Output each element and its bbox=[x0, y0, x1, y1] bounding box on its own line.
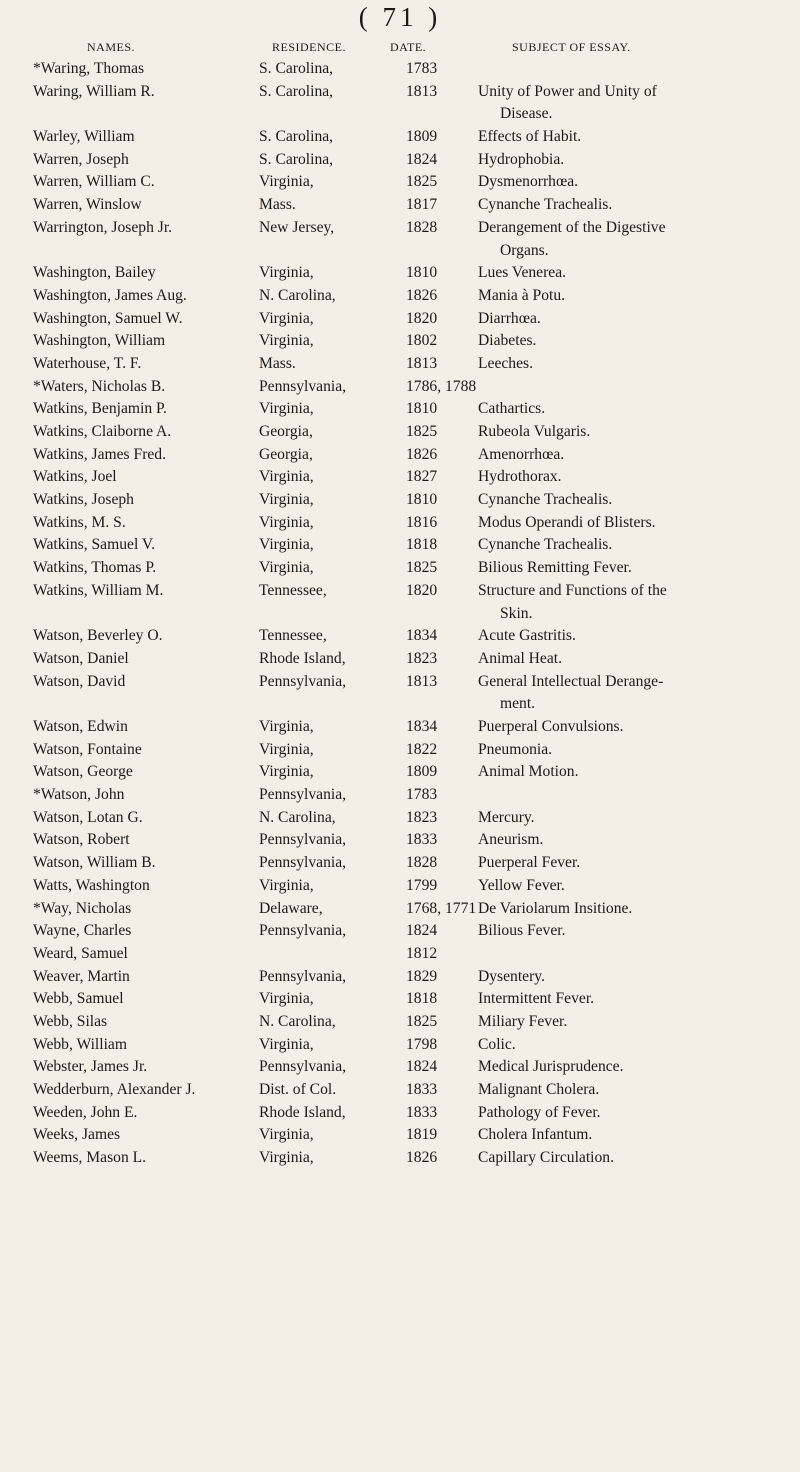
list-item bbox=[0, 739, 800, 762]
entry-subject bbox=[478, 580, 778, 625]
entry-subject-text: Dysmenorrhœa. bbox=[478, 173, 579, 191]
entry-subject bbox=[478, 671, 778, 716]
entry-name: Weeks, James bbox=[33, 1126, 121, 1144]
register-list bbox=[0, 58, 800, 1170]
entry-subject-text: Diabetes. bbox=[478, 332, 537, 350]
entry-date: 1826 bbox=[406, 286, 438, 304]
entry-residence: Mass. bbox=[259, 196, 296, 214]
entry-subject bbox=[478, 1011, 778, 1034]
entry-residence: Tennessee, bbox=[259, 581, 327, 599]
entry-subject-text: Miliary Fever. bbox=[478, 1012, 568, 1030]
entry-subject-text: Cynanche Trachealis. bbox=[478, 536, 613, 554]
entry-date: 1819 bbox=[406, 1126, 438, 1144]
entry-date: 1783 bbox=[406, 60, 438, 77]
entry-date: 1820 bbox=[406, 309, 438, 327]
list-item bbox=[0, 466, 800, 489]
entry-residence: Georgia, bbox=[259, 423, 313, 441]
entry-date: 1833 bbox=[406, 831, 438, 849]
list-item bbox=[0, 58, 800, 81]
page-number: ( 71 ) bbox=[358, 2, 442, 32]
list-item bbox=[0, 716, 800, 739]
entry-name: Watson, Lotan G. bbox=[33, 808, 143, 826]
entry-date: 1820 bbox=[406, 581, 438, 599]
entry-subject bbox=[478, 421, 778, 444]
entry-residence: New Jersey, bbox=[259, 218, 335, 236]
entry-residence: Virginia, bbox=[259, 400, 314, 418]
entry-subject-text: Bilious Remitting Fever. bbox=[478, 559, 632, 577]
entry-name: Waring, William R. bbox=[33, 82, 155, 100]
list-item bbox=[0, 671, 800, 716]
entry-name: Washington, Bailey bbox=[33, 264, 156, 282]
entry-subject-text: Intermittent Fever. bbox=[478, 990, 595, 1008]
list-item bbox=[0, 444, 800, 467]
entry-subject bbox=[478, 761, 778, 784]
entry-date: 1834 bbox=[406, 627, 438, 645]
entry-name: *Watson, John bbox=[33, 786, 125, 804]
entry-date: 1817 bbox=[406, 196, 438, 214]
entry-residence: Virginia, bbox=[259, 536, 314, 554]
entry-date: 1825 bbox=[406, 559, 438, 577]
entry-subject-text: Mercury. bbox=[478, 808, 535, 826]
entry-residence: Virginia, bbox=[259, 332, 314, 350]
list-item bbox=[0, 988, 800, 1011]
entry-subject-text: Diarrhœa. bbox=[478, 309, 541, 327]
entry-residence: S. Carolina, bbox=[259, 150, 334, 168]
list-item bbox=[0, 875, 800, 898]
entry-residence: Pennsylvania, bbox=[259, 831, 347, 849]
list-item bbox=[0, 512, 800, 535]
entry-subject bbox=[478, 444, 778, 467]
entry-subject bbox=[478, 625, 778, 648]
entry-name: Watkins, Joseph bbox=[33, 491, 134, 509]
entry-residence: Virginia, bbox=[259, 491, 314, 509]
entry-name: Watson, Fontaine bbox=[33, 740, 142, 758]
list-item bbox=[0, 171, 800, 194]
entry-date: 1813 bbox=[406, 354, 438, 372]
entry-date: 1833 bbox=[406, 1103, 438, 1121]
entry-residence: Virginia, bbox=[259, 173, 314, 191]
entry-date: 1825 bbox=[406, 173, 438, 191]
entry-subject bbox=[478, 285, 778, 308]
entry-date: 1799 bbox=[406, 876, 438, 894]
entry-subject-text: Animal Heat. bbox=[478, 649, 563, 667]
entry-residence: N. Carolina, bbox=[259, 286, 336, 304]
entry-subject-text: Aneurism. bbox=[478, 831, 544, 849]
list-item bbox=[0, 1147, 800, 1170]
entry-subject-text: Puerperal Fever. bbox=[478, 854, 581, 872]
entry-subject bbox=[478, 489, 778, 512]
entry-date: 1818 bbox=[406, 536, 438, 554]
entry-residence: Virginia, bbox=[259, 876, 314, 894]
entry-residence: Virginia, bbox=[259, 1126, 314, 1144]
entry-subject bbox=[478, 330, 778, 353]
entry-subject-continuation: Organs. bbox=[500, 241, 549, 259]
entry-name: Watson, George bbox=[33, 763, 133, 781]
list-item bbox=[0, 1124, 800, 1147]
entry-name: Webb, Silas bbox=[33, 1012, 108, 1030]
entry-subject bbox=[478, 126, 778, 149]
entry-subject-text: Yellow Fever. bbox=[478, 876, 565, 894]
entry-date: 1825 bbox=[406, 1012, 438, 1030]
entry-name: Webb, William bbox=[33, 1035, 127, 1053]
entry-residence: Tennessee, bbox=[259, 627, 327, 645]
list-item bbox=[0, 648, 800, 671]
entry-name: Warren, William C. bbox=[33, 173, 155, 191]
entry-date: 1824 bbox=[406, 922, 438, 940]
entry-subject bbox=[478, 1124, 778, 1147]
entry-date: 1826 bbox=[406, 445, 438, 463]
list-item bbox=[0, 1102, 800, 1125]
entry-subject-continuation: ment. bbox=[500, 695, 536, 713]
entry-date: 1812 bbox=[406, 944, 438, 962]
entry-name: Watson, Robert bbox=[33, 831, 130, 849]
entry-residence: Rhode Island, bbox=[259, 1103, 346, 1121]
entry-subject bbox=[478, 262, 778, 285]
header-residence: RESIDENCE. bbox=[272, 40, 346, 54]
entry-subject-text: Hydrothorax. bbox=[478, 468, 562, 486]
entry-subject-text: Mania à Potu. bbox=[478, 286, 566, 304]
list-item bbox=[0, 126, 800, 149]
entry-date: 1824 bbox=[406, 150, 438, 168]
list-item bbox=[0, 1011, 800, 1034]
entry-subject-text: Cynanche Trachealis. bbox=[478, 491, 613, 509]
entry-date: 1813 bbox=[406, 672, 438, 690]
entry-name: Watson, Daniel bbox=[33, 649, 129, 667]
entry-date: 1823 bbox=[406, 649, 438, 667]
entry-subject bbox=[478, 466, 778, 489]
entry-subject bbox=[478, 829, 778, 852]
entry-name: Weems, Mason L. bbox=[33, 1149, 147, 1167]
entry-name: Weeden, John E. bbox=[33, 1103, 138, 1121]
entry-subject-text: Effects of Habit. bbox=[478, 128, 582, 146]
entry-subject bbox=[478, 920, 778, 943]
entry-residence: Pennsylvania, bbox=[259, 786, 347, 804]
entry-subject-text: Bilious Fever. bbox=[478, 922, 566, 940]
entry-subject bbox=[478, 807, 778, 830]
entry-residence: Delaware, bbox=[259, 899, 323, 917]
entry-residence: Pennsylvania, bbox=[259, 922, 347, 940]
entry-date: 1813 bbox=[406, 82, 438, 100]
entry-subject-text: Derangement of the Digestive bbox=[478, 218, 666, 236]
list-item bbox=[0, 580, 800, 625]
entry-date: 1810 bbox=[406, 264, 438, 282]
list-item bbox=[0, 149, 800, 172]
entry-subject-text: Pneumonia. bbox=[478, 740, 553, 758]
entry-subject-text: Cathartics. bbox=[478, 400, 546, 418]
entry-subject bbox=[478, 308, 778, 331]
entry-name: Washington, William bbox=[33, 332, 166, 350]
entry-residence: Pennsylvania, bbox=[259, 672, 347, 690]
list-item bbox=[0, 81, 800, 126]
entry-subject-text: Acute Gastritis. bbox=[478, 627, 576, 645]
entry-subject bbox=[478, 1147, 778, 1170]
entry-name: Watkins, Claiborne A. bbox=[33, 423, 172, 441]
entry-subject-text: Structure and Functions of the bbox=[478, 581, 667, 599]
list-item bbox=[0, 353, 800, 376]
entry-residence: Virginia, bbox=[259, 763, 314, 781]
entry-subject-text: Medical Jurisprudence. bbox=[478, 1058, 624, 1076]
list-item bbox=[0, 285, 800, 308]
entry-subject bbox=[478, 1034, 778, 1057]
entry-date: 1786, 1788 bbox=[406, 377, 477, 395]
entry-subject bbox=[478, 1102, 778, 1125]
entry-name: *Way, Nicholas bbox=[33, 899, 132, 917]
entry-subject bbox=[478, 217, 778, 262]
entry-subject bbox=[478, 988, 778, 1011]
entry-subject bbox=[478, 648, 778, 671]
entry-subject-text: Colic. bbox=[478, 1035, 516, 1053]
list-item bbox=[0, 920, 800, 943]
list-item bbox=[0, 194, 800, 217]
entry-date: 1809 bbox=[406, 763, 438, 781]
entry-residence: Virginia, bbox=[259, 309, 314, 327]
entry-name: Watkins, Samuel V. bbox=[33, 536, 156, 554]
entry-residence: Virginia, bbox=[259, 1149, 314, 1167]
entry-residence: N. Carolina, bbox=[259, 1012, 336, 1030]
header-date: DATE. bbox=[390, 40, 427, 54]
entry-residence: S. Carolina, bbox=[259, 128, 334, 146]
entry-date: 1827 bbox=[406, 468, 438, 486]
entry-residence: S. Carolina, bbox=[259, 60, 334, 77]
entry-subject bbox=[478, 149, 778, 172]
header-names: NAMES. bbox=[87, 40, 136, 54]
entry-residence: Virginia, bbox=[259, 264, 314, 282]
list-item bbox=[0, 308, 800, 331]
list-item bbox=[0, 534, 800, 557]
entry-name: Weaver, Martin bbox=[33, 967, 130, 985]
entry-name: Watson, Beverley O. bbox=[33, 627, 163, 645]
entry-subject-text: Capillary Circulation. bbox=[478, 1149, 614, 1167]
entry-residence: Virginia, bbox=[259, 468, 314, 486]
entry-subject bbox=[478, 1056, 778, 1079]
list-item bbox=[0, 966, 800, 989]
entry-date: 1828 bbox=[406, 854, 438, 872]
entry-name: Watson, William B. bbox=[33, 854, 156, 872]
entry-date: 1828 bbox=[406, 218, 438, 236]
entry-subject bbox=[478, 353, 778, 376]
entry-subject bbox=[478, 852, 778, 875]
entry-residence: Pennsylvania, bbox=[259, 967, 347, 985]
entry-residence: Virginia, bbox=[259, 513, 314, 531]
entry-residence: Georgia, bbox=[259, 445, 313, 463]
entry-name: Washington, James Aug. bbox=[33, 286, 187, 304]
list-item bbox=[0, 1079, 800, 1102]
entry-name: Watkins, Thomas P. bbox=[33, 559, 157, 577]
list-item bbox=[0, 829, 800, 852]
entry-residence: N. Carolina, bbox=[259, 808, 336, 826]
list-item bbox=[0, 421, 800, 444]
entry-subject-text: De Variolarum Insitione. bbox=[478, 899, 633, 917]
entry-subject-text: Hydrophobia. bbox=[478, 150, 565, 168]
entry-subject-text: Animal Motion. bbox=[478, 763, 579, 781]
entry-subject-continuation: Disease. bbox=[500, 105, 553, 123]
entry-subject-text: Lues Venerea. bbox=[478, 264, 567, 282]
entry-subject bbox=[478, 1079, 778, 1102]
entry-subject-text: Cynanche Trachealis. bbox=[478, 196, 613, 214]
entry-name: Waterhouse, T. F. bbox=[33, 354, 142, 372]
entry-date: 1829 bbox=[406, 967, 438, 985]
entry-date: 1783 bbox=[406, 786, 438, 804]
entry-subject-text: Amenorrhœa. bbox=[478, 445, 565, 463]
entry-subject bbox=[478, 716, 778, 739]
entry-subject-text: Puerperal Convulsions. bbox=[478, 718, 624, 735]
list-item bbox=[0, 852, 800, 875]
entry-name: Watkins, James Fred. bbox=[33, 445, 167, 463]
entry-date: 1810 bbox=[406, 400, 438, 418]
entry-name: Wedderburn, Alexander J. bbox=[33, 1081, 196, 1098]
entry-subject-text: Cholera Infantum. bbox=[478, 1126, 593, 1144]
entry-name: Watts, Washington bbox=[33, 876, 150, 894]
entry-name: *Waring, Thomas bbox=[33, 60, 145, 77]
entry-residence: Pennsylvania, bbox=[259, 1058, 347, 1076]
list-item bbox=[0, 330, 800, 353]
entry-date: 1768, 1771 bbox=[406, 899, 477, 917]
entry-date: 1816 bbox=[406, 513, 438, 531]
entry-subject-text: Malignant Cholera. bbox=[478, 1081, 600, 1098]
entry-date: 1823 bbox=[406, 808, 438, 826]
entry-name: Watkins, Joel bbox=[33, 468, 117, 486]
entry-residence: Virginia, bbox=[259, 990, 314, 1008]
entry-residence: Pennsylvania, bbox=[259, 377, 347, 395]
entry-subject-text: Unity of Power and Unity of bbox=[478, 82, 657, 100]
entry-name: Wayne, Charles bbox=[33, 922, 132, 940]
entry-name: Watkins, M. S. bbox=[33, 513, 126, 531]
entry-name: *Waters, Nicholas B. bbox=[33, 377, 166, 395]
entry-name: Weard, Samuel bbox=[33, 944, 128, 962]
list-item bbox=[0, 557, 800, 580]
entry-subject-text: Rubeola Vulgaris. bbox=[478, 423, 591, 441]
entry-residence: S. Carolina, bbox=[259, 82, 334, 100]
entry-date: 1818 bbox=[406, 990, 438, 1008]
list-item bbox=[0, 1056, 800, 1079]
entry-date: 1833 bbox=[406, 1081, 438, 1098]
entry-residence: Virginia, bbox=[259, 1035, 314, 1053]
entry-subject bbox=[478, 398, 778, 421]
header-subject: SUBJECT OF ESSAY. bbox=[512, 40, 631, 54]
entry-name: Watson, Edwin bbox=[33, 718, 128, 735]
entry-date: 1809 bbox=[406, 128, 438, 146]
entry-name: Watkins, Benjamin P. bbox=[33, 400, 167, 418]
entry-date: 1822 bbox=[406, 740, 438, 758]
entry-residence: Virginia, bbox=[259, 559, 314, 577]
entry-name: Warren, Winslow bbox=[33, 196, 142, 214]
entry-date: 1834 bbox=[406, 718, 438, 735]
entry-residence: Rhode Island, bbox=[259, 649, 346, 667]
entry-subject bbox=[478, 966, 778, 989]
entry-name: Warrington, Joseph Jr. bbox=[33, 218, 173, 236]
entry-subject bbox=[478, 898, 778, 921]
entry-residence: Pennsylvania, bbox=[259, 854, 347, 872]
entry-name: Washington, Samuel W. bbox=[33, 309, 183, 327]
entry-subject-text: Modus Operandi of Blisters. bbox=[478, 513, 656, 531]
list-item bbox=[0, 376, 800, 399]
entry-date: 1810 bbox=[406, 491, 438, 509]
list-item bbox=[0, 761, 800, 784]
list-item bbox=[0, 489, 800, 512]
entry-subject bbox=[478, 875, 778, 898]
entry-subject bbox=[478, 534, 778, 557]
entry-date: 1798 bbox=[406, 1035, 438, 1053]
entry-subject bbox=[478, 739, 778, 762]
entry-residence: Virginia, bbox=[259, 718, 314, 735]
entry-name: Watson, David bbox=[33, 672, 126, 690]
entry-residence: Virginia, bbox=[259, 740, 314, 758]
column-headers bbox=[0, 40, 800, 60]
list-item bbox=[0, 398, 800, 421]
entry-subject bbox=[478, 194, 778, 217]
entry-residence: Dist. of Col. bbox=[259, 1081, 337, 1098]
entry-date: 1802 bbox=[406, 332, 438, 350]
entry-name: Webb, Samuel bbox=[33, 990, 124, 1008]
entry-residence: Mass. bbox=[259, 354, 296, 372]
entry-subject-text: Leeches. bbox=[478, 354, 533, 372]
entry-subject-text: Dysentery. bbox=[478, 967, 545, 985]
entry-subject-text: General Intellectual Derange- bbox=[478, 672, 664, 690]
list-item bbox=[0, 217, 800, 262]
list-item bbox=[0, 625, 800, 648]
entry-subject bbox=[478, 512, 778, 535]
list-item bbox=[0, 898, 800, 921]
entry-date: 1825 bbox=[406, 423, 438, 441]
list-item bbox=[0, 784, 800, 807]
entry-subject-text: Pathology of Fever. bbox=[478, 1103, 601, 1121]
list-item bbox=[0, 943, 800, 966]
entry-subject bbox=[478, 171, 778, 194]
list-item bbox=[0, 807, 800, 830]
entry-name: Watkins, William M. bbox=[33, 581, 164, 599]
entry-subject bbox=[478, 81, 778, 126]
entry-subject bbox=[478, 557, 778, 580]
entry-name: Warley, William bbox=[33, 128, 135, 146]
entry-subject-continuation: Skin. bbox=[500, 604, 533, 622]
entry-date: 1824 bbox=[406, 1058, 438, 1076]
entry-date: 1826 bbox=[406, 1149, 438, 1167]
list-item bbox=[0, 1034, 800, 1057]
entry-name: Webster, James Jr. bbox=[33, 1058, 148, 1076]
list-item bbox=[0, 262, 800, 285]
entry-name: Warren, Joseph bbox=[33, 150, 129, 168]
